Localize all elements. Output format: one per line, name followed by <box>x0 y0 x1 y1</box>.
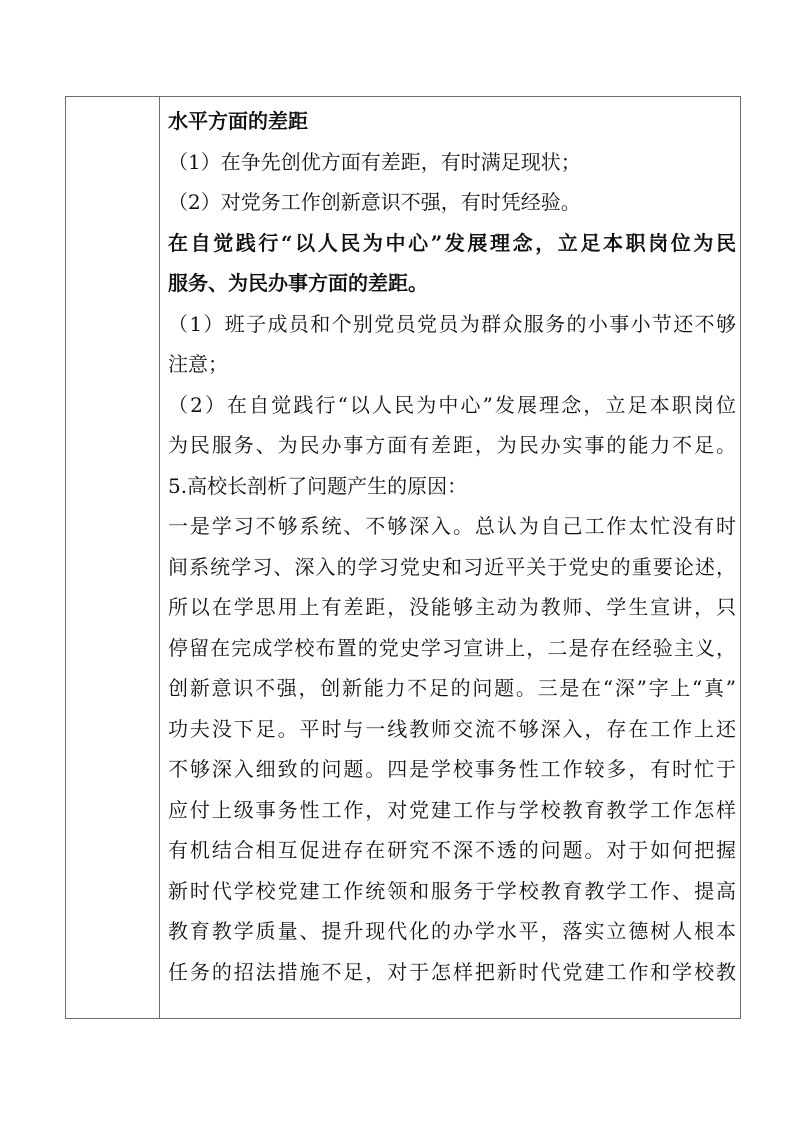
text-line-22: 任务的招法措施不足，对于怎样把新时代党建工作和学校教 <box>168 959 736 984</box>
text-line-18: 应付上级事务性工作，对党建工作与学校教育教学工作怎样 <box>168 797 736 822</box>
column-divider <box>159 96 160 1019</box>
text-line-21: 教育教学质量、提升现代化的办学水平，落实立德树人根本 <box>168 919 736 943</box>
text-line-20: 新时代学校党建工作统领和服务于学校教育教学工作、提高 <box>168 878 736 903</box>
text-line-2: （1）在争先创优方面有差距，有时满足现状； <box>168 149 581 174</box>
content-cell <box>168 101 736 992</box>
text-line-15: 创新意识不强，创新能力不足的问题。三是在“深”字上“真” <box>168 676 736 700</box>
text-line-12: 间系统学习、深入的学习党史和习近平关于党史的重要论述， <box>168 554 736 579</box>
text-line-17: 不够深入细致的问题。四是学校事务性工作较多，有时忙于 <box>168 757 736 781</box>
text-line-3: （2）对党务工作创新意识不强，有时凭经验。 <box>168 190 581 214</box>
text-line-5: 服务、为民办事方面的差距。 <box>168 271 428 295</box>
text-line-13: 所以在学思用上有差距，没能够主动为教师、学生宣讲，只 <box>168 595 736 619</box>
text-line-4: 在自觉践行“以人民为中心”发展理念，立足本职岗位为民 <box>168 230 736 255</box>
text-line-6: （1）班子成员和个别党员党员为群众服务的小事小节还不够 <box>168 311 736 336</box>
text-line-8: （2）在自觉践行“以人民为中心”发展理念，立足本职岗位 <box>168 392 736 417</box>
text-line-9: 为民服务、为民办事方面有差距，为民办实事的能力不足。 <box>168 433 736 457</box>
text-line-10: 5.高校长剖析了问题产生的原因： <box>168 473 468 498</box>
left-column-cell <box>66 97 159 1018</box>
text-line-11: 一是学习不够系统、不够深入。总认为自己工作太忙没有时 <box>168 514 736 538</box>
text-line-19: 有机结合相互促进存在研究不深不透的问题。对于如何把握 <box>168 838 736 862</box>
text-line-1: 水平方面的差距 <box>168 109 308 133</box>
text-line-14: 停留在完成学校布置的党史学习宣讲上，二是存在经验主义， <box>168 635 736 660</box>
text-line-7: 注意； <box>168 352 228 376</box>
text-line-16: 功夫没下足。平时与一线教师交流不够深入，存在工作上还 <box>168 716 736 741</box>
